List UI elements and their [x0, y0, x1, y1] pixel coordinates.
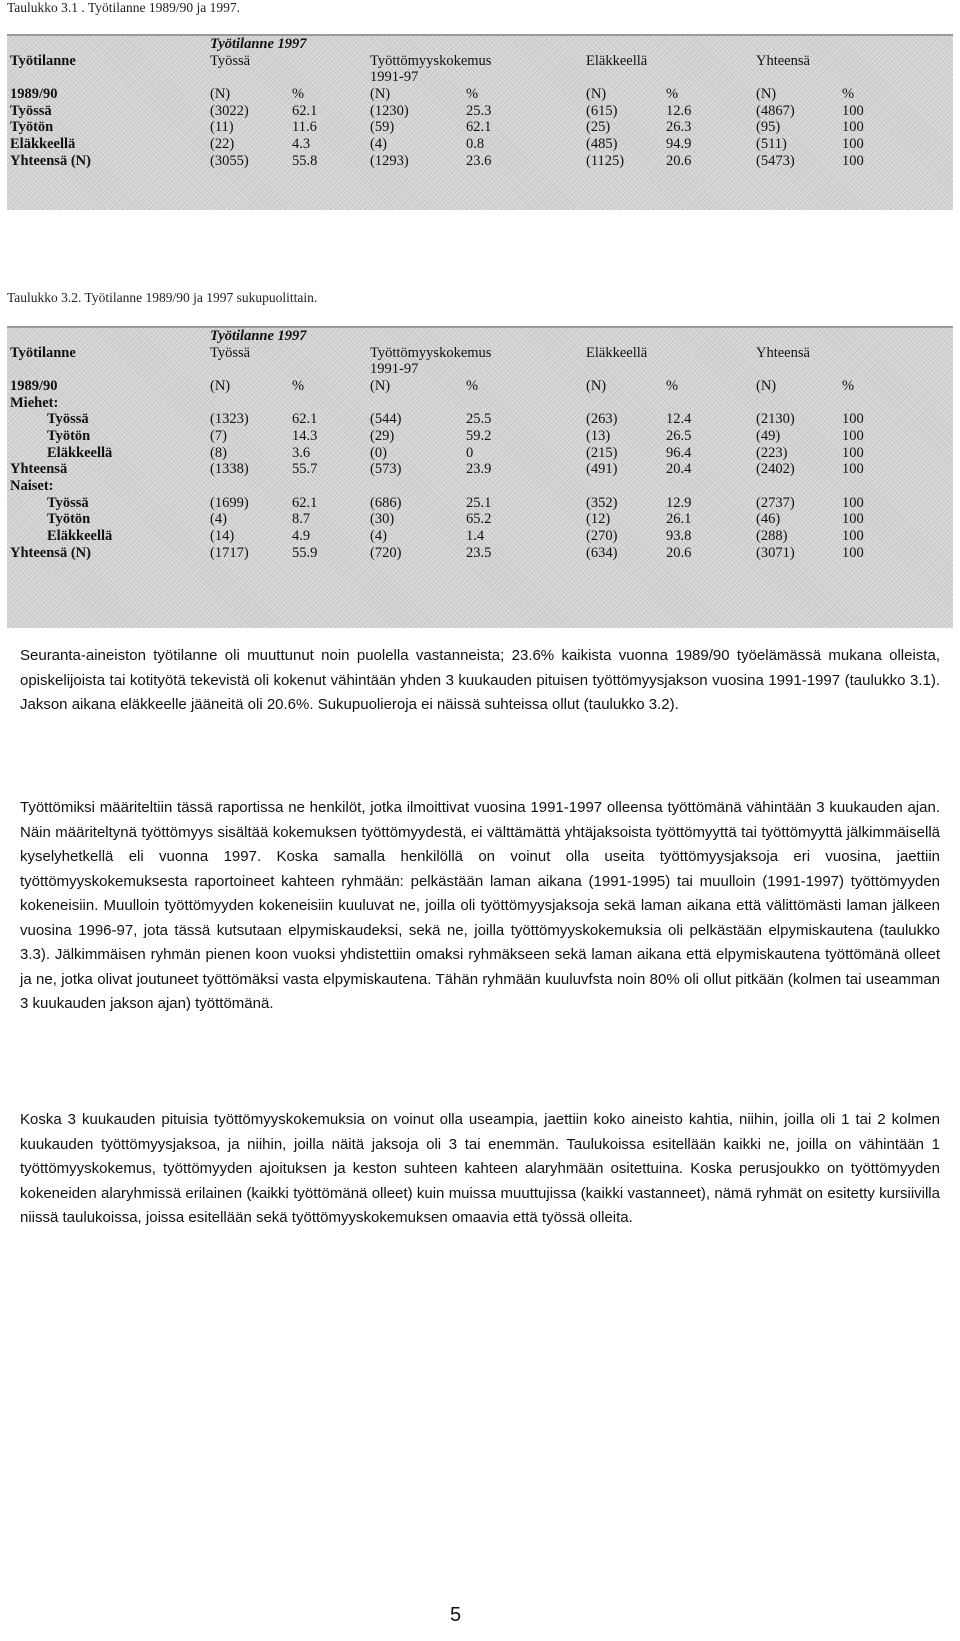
table-cell: 12.6	[666, 102, 692, 119]
table1-unit: %	[466, 86, 479, 103]
table-cell: 20.4	[666, 461, 692, 478]
table-cell: (1293)	[370, 152, 409, 169]
table-cell: 59.2	[466, 428, 492, 445]
table-row	[7, 428, 953, 445]
table-cell: 100	[842, 102, 864, 119]
table-cell: (7)	[210, 428, 227, 445]
table-cell: 62.1	[292, 411, 318, 428]
table1-year-label: 1989/90	[10, 86, 58, 103]
table-cell: 8.7	[292, 511, 311, 528]
table-cell: (3071)	[756, 544, 795, 561]
table-cell: (215)	[586, 444, 618, 461]
table-cell: (1699)	[210, 494, 249, 511]
table-row	[7, 461, 953, 478]
table-cell: (2737)	[756, 494, 795, 511]
table-cell: (686)	[370, 494, 402, 511]
table1	[7, 34, 953, 210]
table-cell: (1717)	[210, 544, 249, 561]
table-cell: 100	[842, 461, 864, 478]
row-label: Eläkkeellä	[47, 528, 113, 545]
table2-unit: %	[292, 378, 305, 395]
table-cell: 62.1	[292, 494, 318, 511]
row-label: Yhteensä	[10, 461, 68, 478]
table-cell: 96.4	[666, 444, 692, 461]
table-cell: (59)	[370, 119, 395, 136]
table-cell: 3.6	[292, 444, 311, 461]
table1-unit: (N)	[586, 86, 607, 103]
table1-col-group: Yhteensä	[756, 52, 810, 69]
table-cell: 4.3	[292, 136, 311, 153]
table2-unit: (N)	[586, 378, 607, 395]
table2-unit: %	[666, 378, 679, 395]
table-cell: (4)	[210, 511, 227, 528]
table-cell: (352)	[586, 494, 618, 511]
table-cell: (485)	[586, 136, 618, 153]
table-row	[7, 411, 953, 428]
table-cell: (95)	[756, 119, 781, 136]
table-cell: (22)	[210, 136, 235, 153]
table1-super-header: Työtilanne 1997	[210, 36, 307, 52]
table-cell: 100	[842, 152, 864, 169]
table-cell: 0	[466, 444, 474, 461]
table1-unit: %	[292, 86, 305, 103]
table-cell: 12.4	[666, 411, 692, 428]
table-cell: (13)	[586, 428, 611, 445]
table-cell: 11.6	[292, 119, 317, 136]
table-cell: (544)	[370, 411, 402, 428]
table2	[7, 326, 953, 628]
row-label: Työssä	[10, 102, 52, 119]
table-cell: 94.9	[666, 136, 692, 153]
table-cell: (2130)	[756, 411, 795, 428]
table-cell: (12)	[586, 511, 611, 528]
table2-group-men: Miehet:	[10, 394, 59, 411]
table-cell: 100	[842, 411, 864, 428]
table-cell: (615)	[586, 102, 618, 119]
table-row	[7, 528, 953, 545]
table-row	[7, 153, 953, 170]
table-cell: (14)	[210, 528, 235, 545]
table-cell: (573)	[370, 461, 402, 478]
page-number: 5	[450, 1604, 462, 1626]
table-cell: 62.1	[292, 102, 318, 119]
table-row	[7, 495, 953, 512]
table-cell: 25.5	[466, 411, 492, 428]
row-label: Eläkkeellä	[47, 444, 113, 461]
table-cell: (11)	[210, 119, 234, 136]
table2-caption: Taulukko 3.2. Työtilanne 1989/90 ja 1997 sukupuolittain.	[7, 290, 318, 305]
table-cell: 26.3	[666, 119, 692, 136]
table-cell: (4867)	[756, 102, 795, 119]
row-label: Työtön	[47, 428, 91, 445]
table-cell: 20.6	[666, 152, 692, 169]
table-cell: 1.4	[466, 528, 485, 545]
table1-col-group-sub: 1991-97	[370, 69, 419, 86]
table-cell: 100	[842, 528, 864, 545]
table-cell: (1230)	[370, 102, 409, 119]
table-cell: 65.2	[466, 511, 492, 528]
paragraph: Seuranta-aineiston työtilanne oli muuttunut noin puolella vastanneista; 23.6% kaikista vuonna 1989/90 työelämässä mukana olleista, opiskelijoista tai kotityötä tekevistä oli kokenut vähintään yhden 3 kuukauden pituisen työttömyysjakson vuosina 1991-1997 (taulukko 3.1). Jakson aikana eläkkeelle jääneitä oli 20.6%. Sukupuolieroja ei näissä suhteissa ollut (taulukko 3.2).	[20, 647, 940, 713]
table-row	[7, 511, 953, 528]
paragraph: Työttömiksi määriteltiin tässä raportissa ne henkilöt, jotka ilmoittivat vuosina 1991-1997 olleensa työttömänä vähintään 3 kuukauden ajan. Näin määriteltynä työttömyys sisältää kokemuksen työttömyydestä, ei välttämättä yhtäjaksoista työttömyyttä tai työttömyyttä jälkimmäisellä kyselyhetkellä eli vuonna 1997. Koska samalla henkilöllä on voinut olla useita työttömyysjaksoja eri vuosina, jaettiin työttömyyskokemuksesta raportoineet kahteen ryhmään: pelkästään laman aikana (1991-1995) tai muulloin (1991-1997) työttömyyden kokeneisiin. Muulloin työttömyyden kokeneisiin kuuluvat ne, joilla oli työttömyysjaksoja sekä laman aikana että välittömästi laman jälkeen vuosina 1996-97, jota tässä kutsutaan elpymiskaudeksi, sekä ne, joilla työttömyyskokemuksia oli pelkästään elpymiskautena (taulukko 3.3). Jälkimmäisen ryhmän pienen koon vuoksi yhdistettiin omaksi ryhmäkseen sekä laman aikana että elpymiskautena työttömänä olleet ja ne, jotka olivat joutuneet työttömäksi vasta elpymiskautena. Tähän ryhmään kuuluvfsta noin 80% oli ollut pitkään (kolmen tai useamman 3 kuukauden jakson ajan) työttömänä.	[20, 799, 940, 1012]
table2-col-group: Työttömyyskokemus	[370, 344, 492, 361]
row-label: Työtön	[10, 119, 54, 136]
table-cell: 62.1	[466, 119, 492, 136]
table-row	[7, 136, 953, 153]
table2-col-group: Eläkkeellä	[586, 344, 648, 361]
row-label: Yhteensä (N)	[10, 544, 91, 561]
table2-super-header: Työtilanne 1997	[210, 328, 307, 344]
table1-col-group: Eläkkeellä	[586, 52, 648, 69]
table-cell: 20.6	[666, 544, 692, 561]
table-cell: 23.9	[466, 461, 492, 478]
table-cell: (491)	[586, 461, 618, 478]
table-cell: (4)	[370, 528, 387, 545]
table-cell: 93.8	[666, 528, 692, 545]
table2-col-group-sub: 1991-97	[370, 361, 419, 378]
table-cell: (8)	[210, 444, 227, 461]
table-cell: (288)	[756, 528, 788, 545]
table-cell: (46)	[756, 511, 781, 528]
table1-caption: Taulukko 3.1 . Työtilanne 1989/90 ja 1997.	[7, 0, 240, 15]
table-cell: 55.7	[292, 461, 318, 478]
table1-unit: (N)	[756, 86, 777, 103]
table-cell: (2402)	[756, 461, 795, 478]
table-cell: (720)	[370, 544, 402, 561]
row-label: Työssä	[47, 494, 89, 511]
table-cell: 100	[842, 494, 864, 511]
table-cell: (223)	[756, 444, 788, 461]
table-cell: (1125)	[586, 152, 625, 169]
table-cell: (49)	[756, 428, 781, 445]
table1-row-header-label: Työtilanne	[10, 52, 76, 69]
table-cell: 25.3	[466, 102, 492, 119]
table-cell: 25.1	[466, 494, 492, 511]
table1-col-group: Työttömyyskokemus	[370, 52, 492, 69]
table2-unit: %	[466, 378, 479, 395]
table-cell: (29)	[370, 428, 395, 445]
table-cell: 26.5	[666, 428, 692, 445]
table1-unit: (N)	[370, 86, 391, 103]
table-cell: 12.9	[666, 494, 692, 511]
table-cell: (634)	[586, 544, 618, 561]
row-label: Eläkkeellä	[10, 136, 76, 153]
table-cell: 100	[842, 511, 864, 528]
table1-unit: %	[842, 86, 855, 103]
table-row	[7, 445, 953, 462]
table-cell: 55.9	[292, 544, 318, 561]
table-row	[7, 545, 953, 562]
table2-col-group: Työssä	[210, 344, 251, 361]
table-cell: (3022)	[210, 102, 249, 119]
table-cell: (1338)	[210, 461, 249, 478]
table-cell: (1323)	[210, 411, 249, 428]
table2-year-label: 1989/90	[10, 378, 58, 395]
table-cell: (25)	[586, 119, 611, 136]
table-cell: (30)	[370, 511, 395, 528]
table2-unit: (N)	[756, 378, 777, 395]
table-cell: 0.8	[466, 136, 485, 153]
table-cell: (0)	[370, 444, 387, 461]
table-row	[7, 103, 953, 120]
table-cell: 55.8	[292, 152, 318, 169]
table-cell: 100	[842, 544, 864, 561]
table2-group-women: Naiset:	[10, 478, 54, 495]
table-cell: (5473)	[756, 152, 795, 169]
table2-col-group: Yhteensä	[756, 344, 810, 361]
table-cell: (511)	[756, 136, 787, 153]
table-cell: 100	[842, 119, 864, 136]
table-row	[7, 119, 953, 136]
table2-unit: %	[842, 378, 855, 395]
row-label: Työssä	[47, 411, 89, 428]
table2-unit: (N)	[370, 378, 391, 395]
table-cell: 100	[842, 444, 864, 461]
table-cell: (270)	[586, 528, 618, 545]
table-cell: 14.3	[292, 428, 318, 445]
table-cell: 23.5	[466, 544, 492, 561]
table-cell: 4.9	[292, 528, 311, 545]
table-cell: 26.1	[666, 511, 692, 528]
table-cell: (3055)	[210, 152, 249, 169]
table2-unit: (N)	[210, 378, 231, 395]
table1-unit: (N)	[210, 86, 231, 103]
table1-col-group: Työssä	[210, 52, 251, 69]
row-label: Työtön	[47, 511, 91, 528]
table-cell: (263)	[586, 411, 618, 428]
table-cell: (4)	[370, 136, 387, 153]
table1-unit: %	[666, 86, 679, 103]
paragraph: Koska 3 kuukauden pituisia työttömyyskokemuksia on voinut olla useampia, jaettiin koko aineisto kahtia, niihin, joilla oli 1 tai 2 kolmen kuukauden työttömyysjaksoa, ja niihin, joilla näitä jaksoja oli 3 tai enemmän. Taulukoissa esitellään kaikki ne, joilla on vähintään 1 työttömyyskokemus, työttömyyden ajoituksen ja keston suhteen kahteen alaryhmään ositettuina. Koska perusjoukko on työttömyyden kokeneiden alaryhmissä erilainen (kaikki työttömänä olleet) kuin muissa muuttujissa (kaikki vastanneet), nämä ryhmät on esitetty kursiivilla niissä taulukoissa, joissa esitellään sekä työttömyyskokemuksen omaavia että työssä olleita.	[20, 1111, 940, 1226]
row-label: Yhteensä (N)	[10, 152, 91, 169]
table-cell: 100	[842, 428, 864, 445]
table2-row-header-label: Työtilanne	[10, 344, 76, 361]
table-cell: 23.6	[466, 152, 492, 169]
table-cell: 100	[842, 136, 864, 153]
